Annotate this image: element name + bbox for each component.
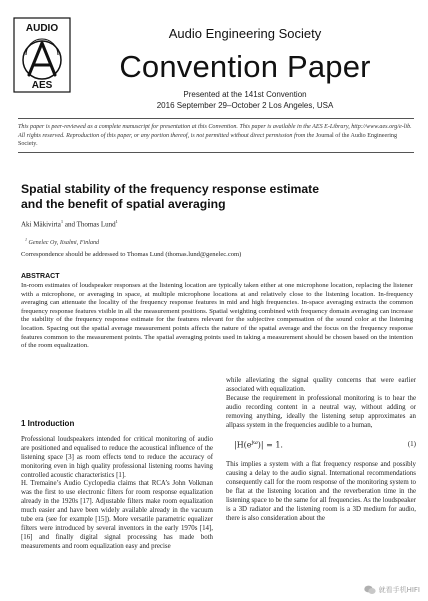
header-rule-bottom xyxy=(18,152,414,153)
author-2-sup: 1 xyxy=(115,219,118,224)
right-column xyxy=(226,377,416,524)
society-name: Audio Engineering Society xyxy=(168,26,322,41)
abstract-body: In-room estimates of loudspeaker responses at the listening location are typically taken either at one microphone location, replacing the listener with a microphone, or averaging in space, at multiple microphone locations at and relatively close to the listening location. In-frequency averaging can attenuate the locality of the frequency response features in mid and high frequencies. In-space averaging extracts the common frequency response features visible in all the measurement positions. Spatial weighting combined with frequency domain averaging can increase the stability of the frequency response estimate for the features relevant for the subjective compensation of the sound color at the listening location. Spacing out the spatial average measurement points affects the nature of the spatial average and the focus on the frequency response features common to the measurement points. The spatial averaging points used in taking a measurement should be chosen based on the intention of the room equalization. xyxy=(21,282,413,350)
presented-line: Presented at the 141st Convention xyxy=(183,90,307,99)
disclaimer-text: This paper is peer-reviewed as a complete manuscript for presentation at this Convention. This paper is available in the AES E-Library, http://www.aes.org/e-lib. All rights reserved. Reproduction of this paper, or any portion thereof, is not permitted without direct permission from the xyxy=(18,124,412,139)
author-1-sup: 1 xyxy=(60,219,64,224)
watermark-text: 就看手机HIFI xyxy=(378,586,420,594)
right-paragraph-2: Because the requirement in professional monitoring is to hear the audio recording content in a neutral way, without adding or removing anything, ideally the listening setup approximates an allpass system in the frequencies audible to a human, xyxy=(226,394,416,429)
logo-aes-text: AES xyxy=(31,80,53,91)
left-column xyxy=(21,420,213,552)
journal-name: Journal of the Audio Engineering Society xyxy=(18,132,398,148)
equation-sup: jω xyxy=(251,440,258,447)
wechat-icon xyxy=(364,585,376,595)
affiliation-text: Genelec Oy, Iisalmi, Finland xyxy=(27,240,100,247)
disclaimer xyxy=(18,123,416,149)
presented-info xyxy=(95,89,395,111)
right-paragraph-1: while alleviating the signal quality concerns that were earlier associated with equalization. xyxy=(226,377,416,393)
paper-title-line-2: and the benefit of spatial averaging xyxy=(21,197,226,211)
equation-rhs: )| = 1. xyxy=(257,441,283,451)
authors xyxy=(21,219,118,228)
equation-formula xyxy=(234,439,283,451)
correspondence: Correspondence should be addressed to Thomas Lund (thomas.lund@genelec.com) xyxy=(21,251,242,258)
logo-audio-text: AUDIO xyxy=(25,23,59,34)
equation-lhs: |H(e xyxy=(234,441,252,451)
affiliation-sup: 1 xyxy=(25,237,27,242)
author-1: Aki Mäkivirta xyxy=(21,220,61,229)
equation-number: (1) xyxy=(407,440,416,449)
watermark xyxy=(364,585,420,595)
section-heading-introduction: 1 Introduction xyxy=(21,419,75,428)
disclaimer-end: . xyxy=(36,141,38,148)
convention-paper-title: Convention Paper xyxy=(119,49,371,84)
abstract-heading: ABSTRACT xyxy=(21,273,60,280)
affiliation xyxy=(25,237,99,246)
date-location: 2016 September 29–October 2 Los Angeles, USA xyxy=(156,101,334,110)
author-2: and Thomas Lund xyxy=(63,220,116,229)
intro-paragraph-1: Professional loudspeakers intended for critical monitoring of audio are positioned and equalised to reduce the acoustical influence of the listening space [3] as room effects tend to reduce the accuracy of monitoring even in high quality professional listening rooms having controlled acoustic characteristics [1]. xyxy=(21,435,213,479)
paper-title xyxy=(21,182,411,212)
paper-title-line-1: Spatial stability of the frequency response estimate xyxy=(21,182,320,196)
intro-paragraph-2: H. Tremaine’s Audio Cyclopedia claims that RCA’s John Volkman was the first to use electronic filters for room response equalization already in the 1920s [17]. Adjustable filters make room equalization much easier and have been widely available already in the vacuum tube era (see for example [15]). More versatile parametric equalizer filters were introduced by several inventors in the early 1970s [14],[16] and finally digital signal processing has made both measurements and room equalization easy and precise xyxy=(21,480,213,550)
header-rule-top xyxy=(18,118,414,119)
equation-1 xyxy=(226,435,416,457)
aes-logo xyxy=(13,17,71,93)
right-paragraph-3: This implies a system with a flat frequency response and possibly causing a delay to the audio signal. International recommendations consequently call for the room response of the monitoring system to be flat at the listening location and the reverberation time in the listening space to be the same for all frequencies. As the loudspeaker is a 3D radiator and the listening room is a 3D medium for audio, there is also consideration about the xyxy=(226,461,416,522)
